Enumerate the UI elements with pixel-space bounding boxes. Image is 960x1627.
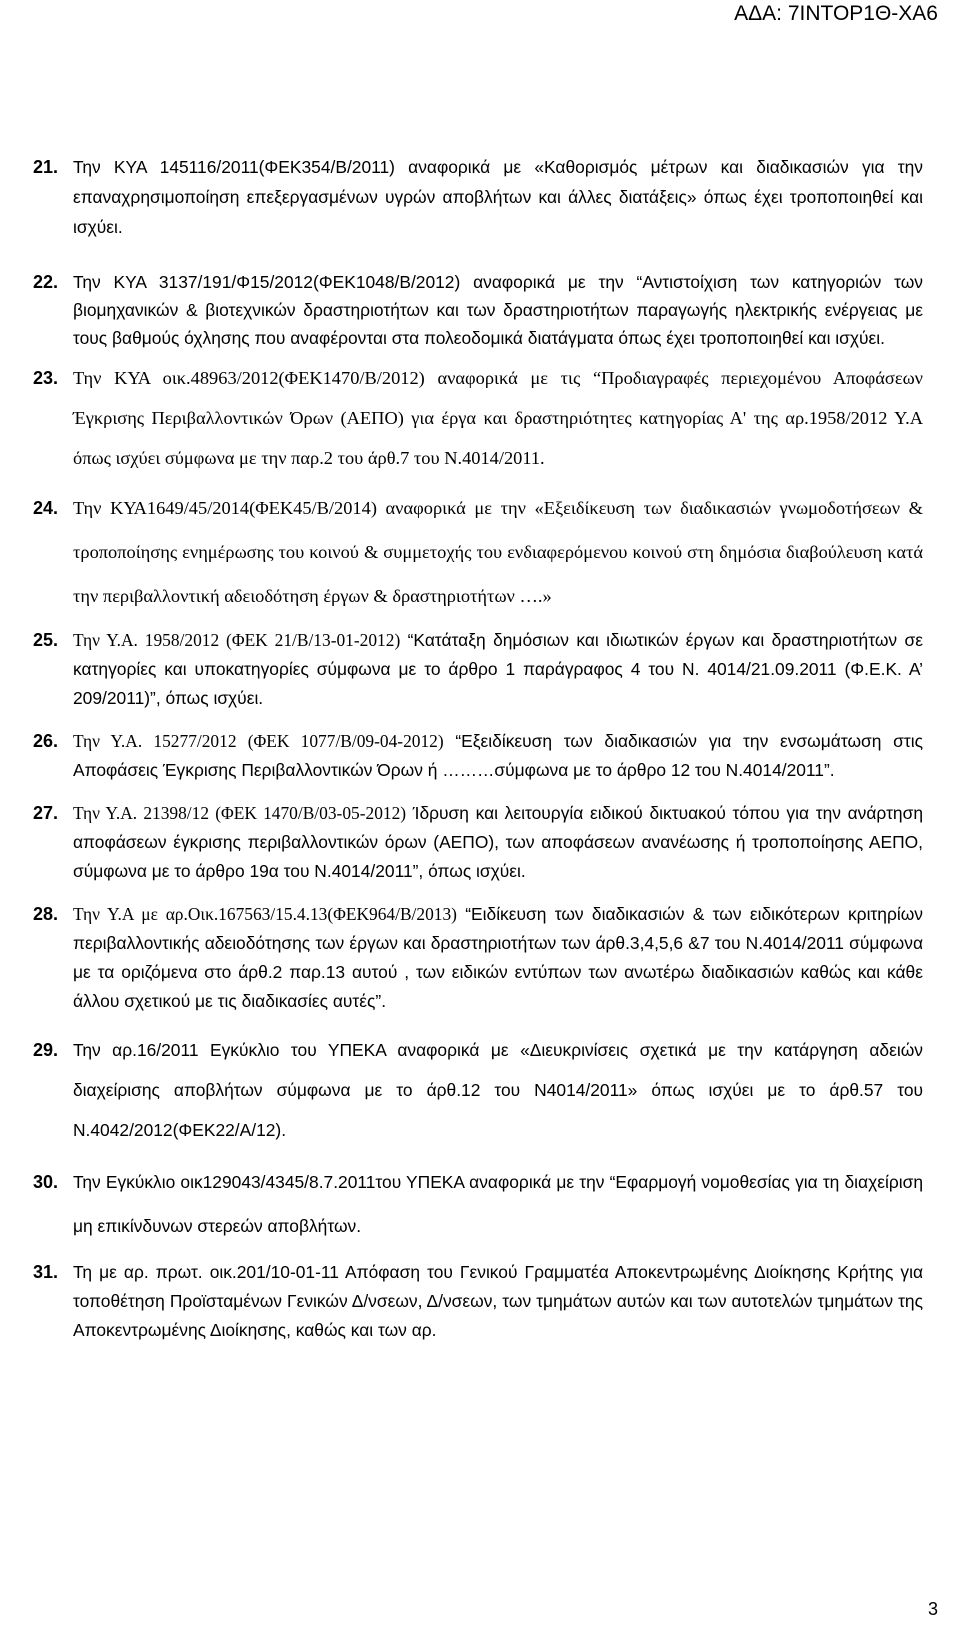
item-number: 30. [33, 1172, 59, 1192]
document-code: ΑΔΑ: 7ΙΝΤΟΡ1Θ-ΧΑ6 [734, 2, 938, 25]
item-number: 21. [33, 157, 59, 177]
item-number: 29. [33, 1040, 59, 1060]
item-text [73, 799, 923, 886]
item-text [73, 626, 923, 713]
item-number: 25. [33, 630, 59, 650]
item-text [73, 727, 923, 785]
list-item [33, 486, 923, 618]
item-citation: Την Υ.Α με αρ.Οικ.167563/15.4.13(ΦΕΚ964/Β/2013) [73, 904, 457, 924]
item-text: Την ΚΥΑ1649/45/2014(ΦΕΚ45/Β/2014) αναφορικά με την «Εξειδίκευση των διαδικασιών γνωμοδοτήσεων & τροποποίησης ενημέρωσης του κοινού & συμμετοχής του ενδιαφερόμενου κοινού στη δημόσια διαβούλευση κατά την περιβαλλοντική αδειοδότηση έργων & δραστηριοτήτων ….» [73, 498, 923, 606]
list-item [33, 268, 923, 352]
list-item [33, 1160, 923, 1248]
list-item [33, 1258, 923, 1345]
list-item [33, 900, 923, 1016]
item-description: Ίδρυση και λειτουργία ειδικού δικτυακού τόπου για την ανάρτηση αποφάσεων έγκρισης περιβαλλοντικών όρων (ΑΕΠΟ), των αποφάσεων ανανέωσης ή τροποποίησης ΑΕΠΟ, σύμφωνα με το άρθρο 19α του Ν.4014/2011”, όπως ισχύει. [73, 803, 924, 881]
item-text: Την Εγκύκλιο οικ129043/4345/8.7.2011του ΥΠΕΚΑ αναφορικά με την “Εφαρμογή νομοθεσίας για τη διαχείριση μη επικίνδυνων στερεών αποβλήτων. [73, 1172, 923, 1236]
list-item [33, 358, 923, 478]
item-text [73, 900, 923, 1016]
list-item [33, 152, 923, 242]
legal-references-list [33, 152, 923, 1345]
item-citation: Την Υ.Α. 15277/2012 (ΦΕΚ 1077/Β/09-04-2012) [73, 731, 444, 751]
item-number: 27. [33, 803, 59, 823]
list-item [33, 799, 923, 886]
item-number: 26. [33, 731, 59, 751]
item-number: 23. [33, 368, 59, 388]
item-number: 31. [33, 1262, 59, 1282]
page-number: 3 [927, 1599, 938, 1619]
item-citation: Την Υ.Α. 21398/12 (ΦΕΚ 1470/Β/03-05-2012) [73, 803, 407, 823]
item-text: Την ΚΥΑ οικ.48963/2012(ΦΕΚ1470/Β/2012) αναφορικά με τις “Προδιαγραφές περιεχομένου Αποφάσεων Έγκρισης Περιβαλλοντικών Όρων (ΑΕΠΟ) για έργα και δραστηριότητες κατηγορίας Α' της αρ.1958/2012 Υ.Α όπως ισχύει σύμφωνα με την παρ.2 του άρθ.7 του Ν.4014/2011. [73, 368, 923, 468]
list-item [33, 1030, 923, 1150]
item-description: “Κατάταξη δημόσιων και ιδιωτικών έργων και δραστηριοτήτων σε κατηγορίες και υποκατηγορίες σύμφωνα με το άρθρο 1 παράγραφος 4 του Ν. 4014/21.09.2011 (Φ.Ε.Κ. Α’ 209/2011)”, όπως ισχύει. [73, 630, 923, 708]
item-description: “Ειδίκευση των διαδικασιών & των ειδικότερων κριτηρίων περιβαλλοντικής αδειοδότησης των έργων και δραστηριοτήτων των άρθ.3,4,5,6 &7 του Ν.4014/2011 σύμφωνα με τα οριζόμενα στο άρθ.2 παρ.13 αυτού , των ειδικών εντύπων των ανωτέρω διαδικασιών καθώς και κάθε άλλου σχετικού με τις διαδικασίες αυτές”. [73, 904, 924, 1011]
item-text: Την ΚΥΑ 3137/191/Φ15/2012(ΦΕΚ1048/Β/2012) αναφορικά με την “Αντιστοίχιση των κατηγοριών των βιομηχανικών & βιοτεχνικών δραστηριοτήτων και των δραστηριοτήτων παραγωγής ηλεκτρικής ενέργειας με τους βαθμούς όχλησης που αναφέρονται στα πολεοδομικά διατάγματα όπως έχει τροποποιηθεί και ισχύει. [73, 272, 923, 348]
list-item [33, 727, 923, 785]
item-text: Την ΚΥΑ 145116/2011(ΦΕΚ354/Β/2011) αναφορικά με «Καθορισμός μέτρων και διαδικασιών για την επαναχρησιμοποίηση επεξεργασμένων υγρών αποβλήτων και άλλες διατάξεις» όπως έχει τροποποιηθεί και ισχύει. [73, 157, 923, 237]
item-number: 24. [33, 498, 59, 518]
item-citation: Την Υ.Α. 1958/2012 (ΦΕΚ 21/Β/13-01-2012) [73, 630, 401, 650]
item-number: 22. [33, 272, 59, 292]
item-description: “Εξειδίκευση των διαδικασιών για την ενσωμάτωση στις Αποφάσεις Έγκρισης Περιβαλλοντικών Όρων ή ………σύμφωνα με το άρθρο 12 του Ν.4014/2011”. [73, 731, 923, 780]
list-item [33, 626, 923, 713]
item-number: 28. [33, 904, 59, 924]
item-text: Την αρ.16/2011 Εγκύκλιο του ΥΠΕΚΑ αναφορικά με «Διευκρινίσεις σχετικά με την κατάργηση αδειών διαχείρισης αποβλήτων σύμφωνα με το άρθ.12 του Ν4014/2011» όπως ισχύει με το άρθ.57 του Ν.4042/2012(ΦΕΚ22/Α/12). [73, 1040, 923, 1140]
item-text: Τη με αρ. πρωτ. οικ.201/10-01-11 Απόφαση του Γενικού Γραμματέα Αποκεντρωμένης Διοίκησης Κρήτης για τοποθέτηση Προϊσταμένων Γενικών Δ/νσεων, Δ/νσεων, των τμημάτων αυτών και των αυτοτελών τμημάτων της Αποκεντρωμένης Διοίκησης, καθώς και των αρ. [73, 1262, 923, 1340]
